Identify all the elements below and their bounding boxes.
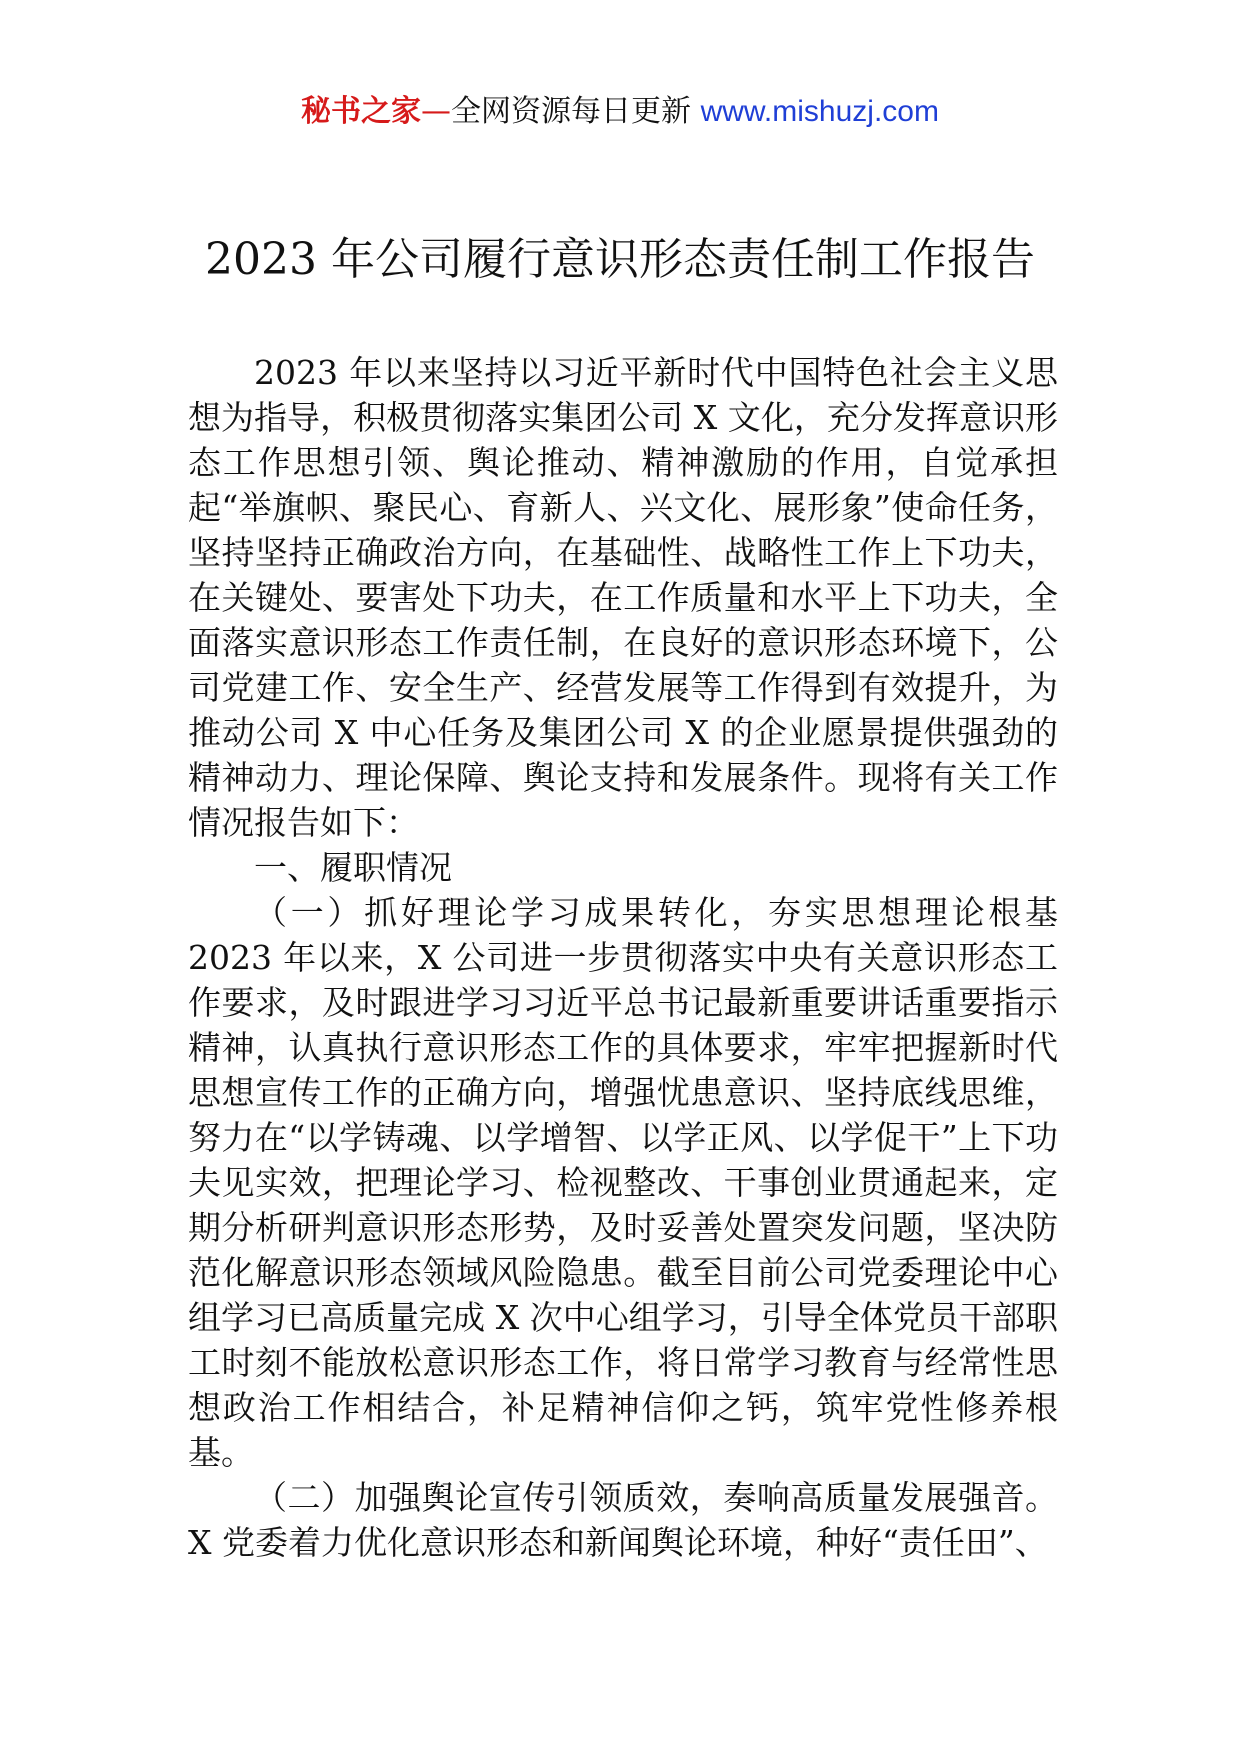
site-brand: 秘书之家: [301, 94, 422, 129]
site-tagline: 全网资源每日更新: [451, 94, 701, 129]
document-title: 2023 年公司履行意识形态责任制工作报告: [205, 234, 1035, 285]
header-dash: —: [421, 94, 452, 129]
document-body: [188, 350, 1058, 1565]
section-heading-1: 一、履职情况: [254, 848, 452, 887]
paragraph-intro: 2023 年以来坚持以习近平新时代中国特色社会主义思想为指导，积极贯彻落实集团公司 X 文化，充分发挥意识形态工作思想引领、舆论推动、精神激励的作用，自觉承担起“举旗帜、聚民心、育新人、兴文化、展形象”使命任务，坚持坚持正确政治方向，在基础性、战略性工作上下功夫，在关键处、要害处下功夫，在工作质量和水平上下功夫，全面落实意识形态工作责任制，在良好的意识形态环境下，公司党建工作、安全生产、经营发展等工作得到有效提升，为推动公司 X 中心任务及集团公司 X 的企业愿景提供强劲的精神动力、理论保障、舆论支持和发展条件。现将有关工作情况报告如下：: [188, 353, 1058, 842]
site-url-link[interactable]: www.mishuzj.com: [700, 95, 939, 128]
paragraph-section-1-1: （一）抓好理论学习成果转化，夯实思想理论根基 2023 年以来，X 公司进一步贯彻落实中央有关意识形态工作要求，及时跟进学习习近平总书记最新重要讲话重要指示精神，认真执行意识形态工作的具体要求，牢牢把握新时代思想宣传工作的正确方向，增强忧患意识、坚持底线思维，努力在“以学铸魂、以学增智、以学正风、以学促干”上下功夫见实效，把理论学习、检视整改、干事创业贯通起来，定期分析研判意识形态形势，及时妥善处置突发问题，坚决防范化解意识形态领域风险隐患。截至目前公司党委理论中心组学习已高质量完成 X 次中心组学习，引导全体党员干部职工时刻不能放松意识形态工作，将日常学习教育与经常性思想政治工作相结合，补足精神信仰之钙，筑牢党性修养根基。: [188, 893, 1058, 1472]
site-header: [0, 92, 1240, 132]
paragraph-section-1-2: （二）加强舆论宣传引领质效，奏响高质量发展强音。X 党委着力优化意识形态和新闻舆论环境，种好“责任田”、: [188, 1478, 1058, 1562]
